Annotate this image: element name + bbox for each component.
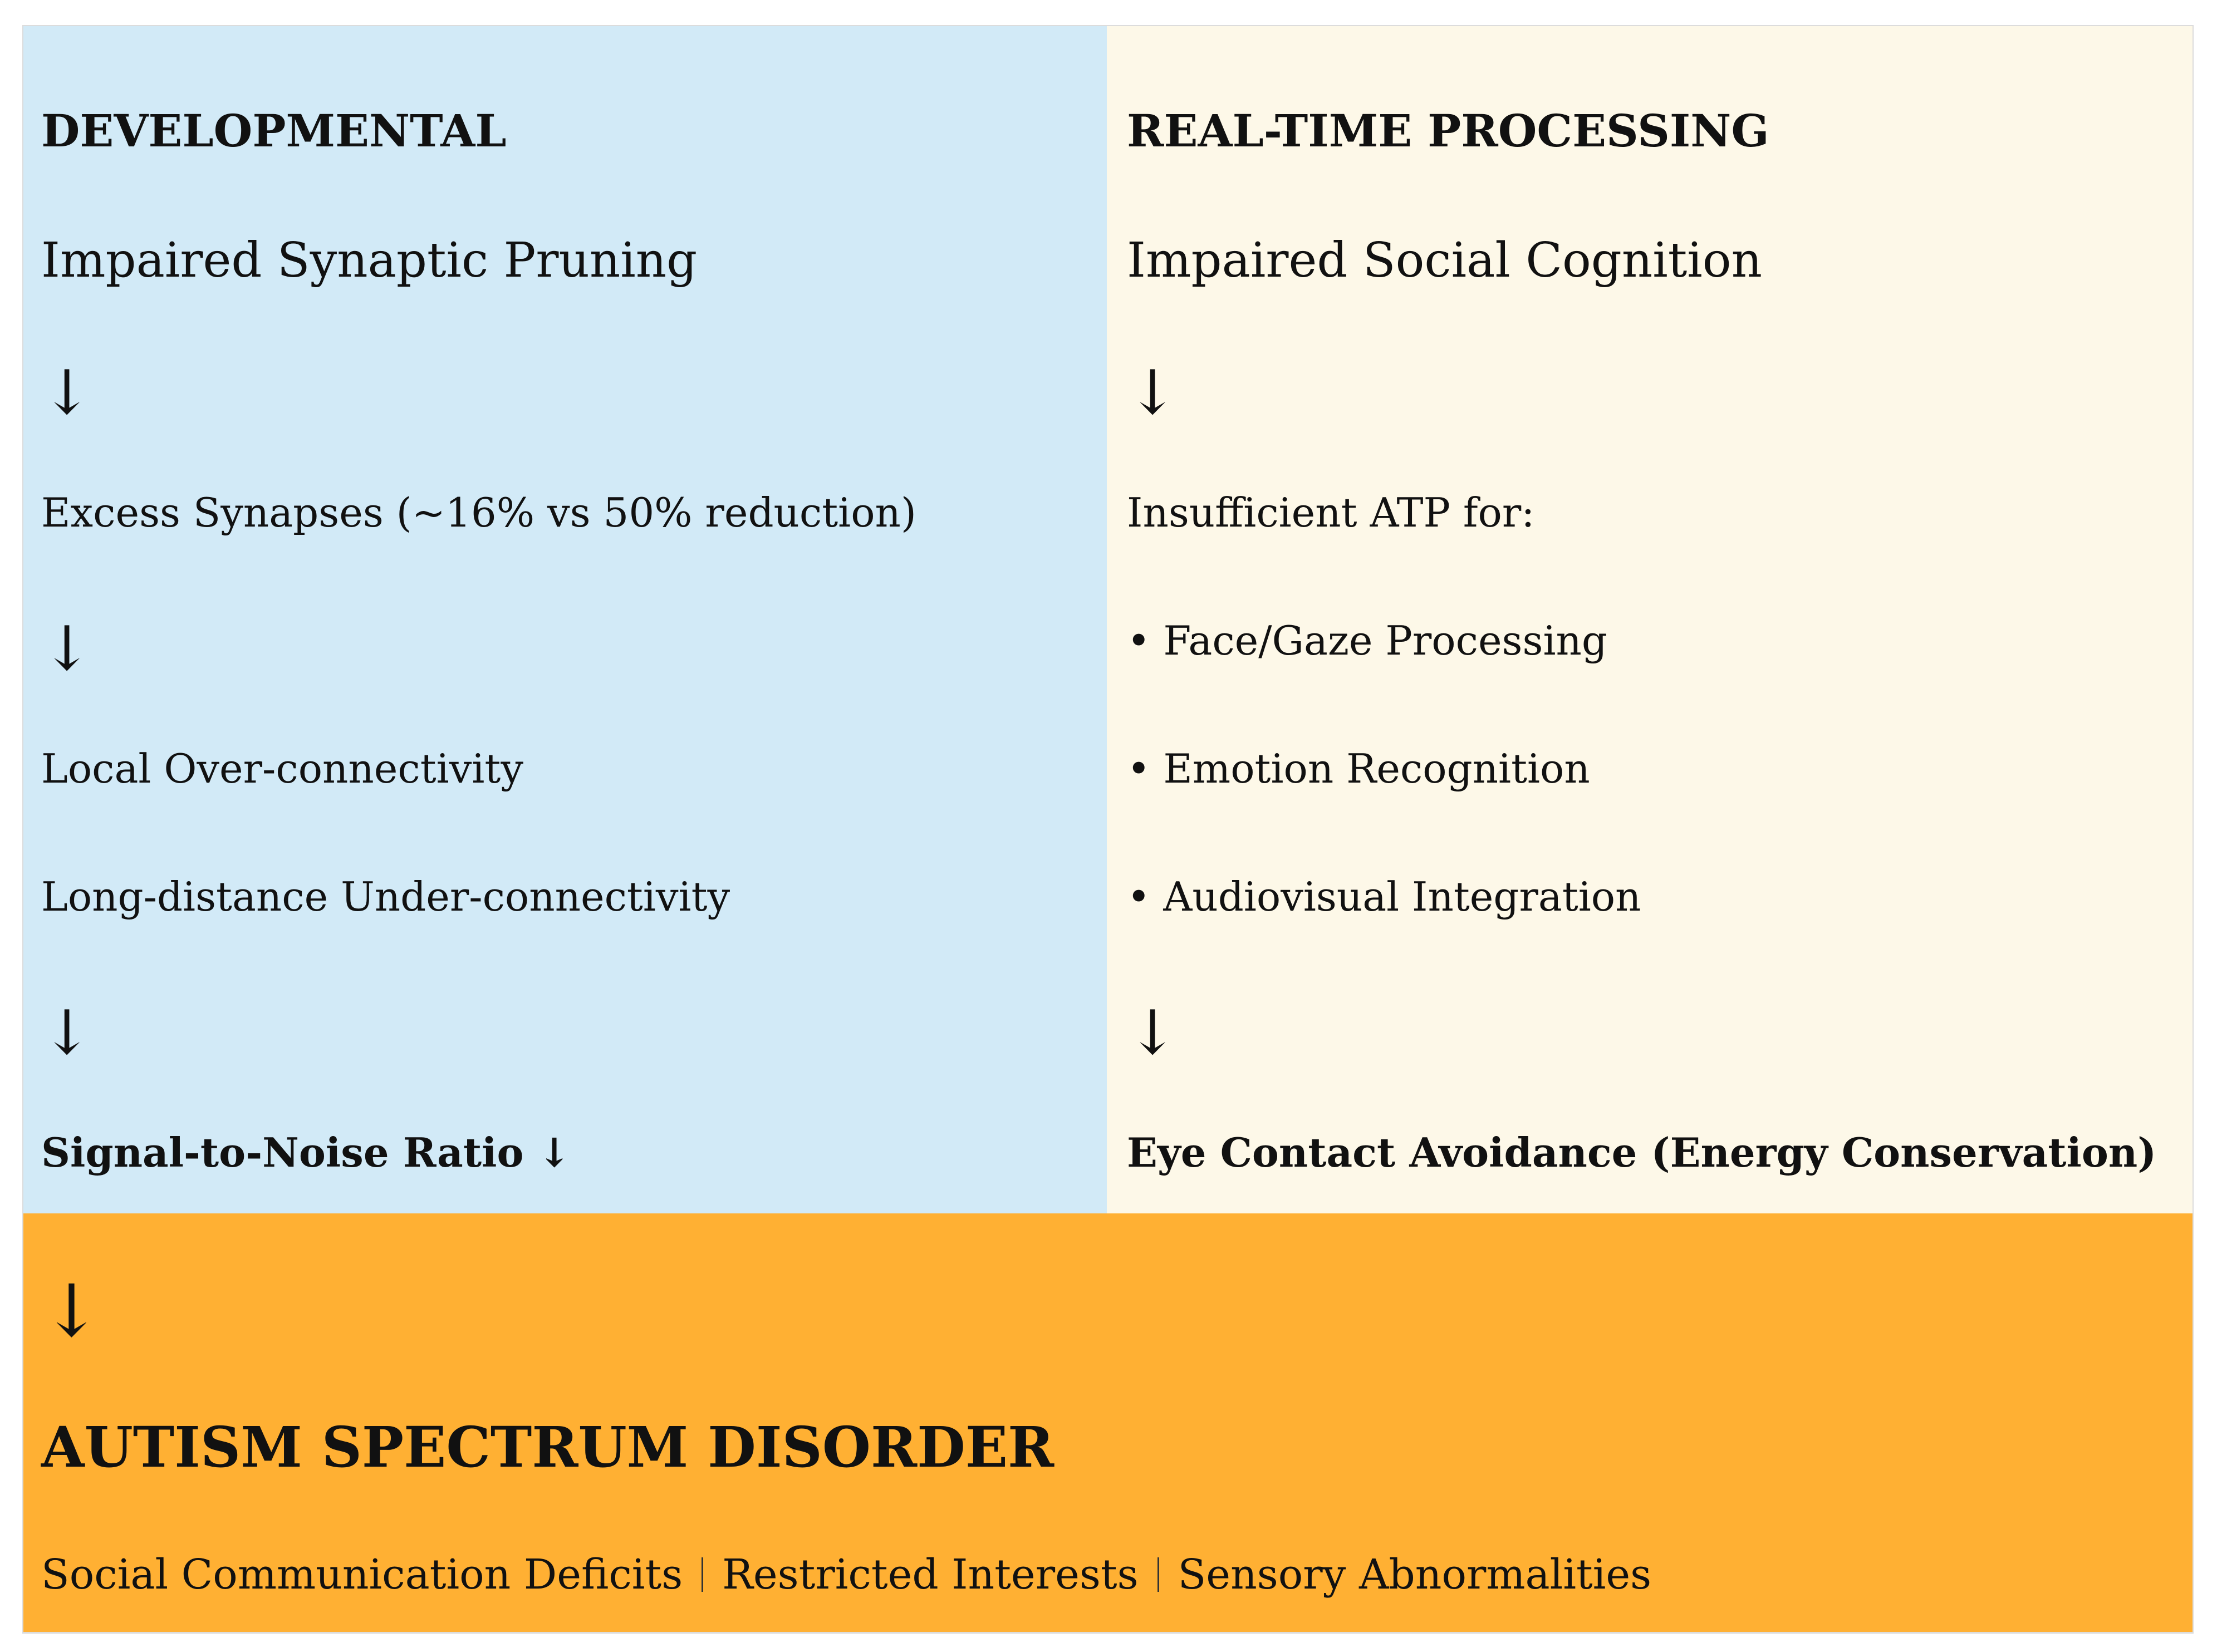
symptom-sensory-abnormalities: Sensory Abnormalities [1178,1551,1652,1599]
developmental-heading: DEVELOPMENTAL [41,105,507,157]
down-arrow-icon: ↓ [41,1268,102,1353]
excess-synapses-text: Excess Synapses (~16% vs 50% reduction) [41,489,917,536]
separator-divider [702,1557,703,1592]
signal-to-noise-outcome: Signal-to-Noise Ratio ↓ [41,1129,571,1176]
real-time-processing-subheading: Impaired Social Cognition [1127,233,1762,288]
down-arrow-icon: ↓ [41,613,93,684]
bullet-emotion-recognition: • Emotion Recognition [1127,745,1590,792]
down-arrow-icon: ↓ [1127,357,1179,428]
bullet-audiovisual-integration: • Audiovisual Integration [1127,873,1641,920]
eye-contact-avoidance-outcome: Eye Contact Avoidance (Energy Conservation) [1127,1129,2157,1176]
symptom-list [41,1551,1652,1599]
insufficient-atp-text: Insufficient ATP for: [1127,489,1535,536]
symptom-restricted-interests: Restricted Interests [722,1551,1139,1599]
local-over-connectivity-text: Local Over-connectivity [41,745,524,792]
real-time-processing-heading: REAL-TIME PROCESSING [1127,105,1769,157]
long-distance-under-connectivity-text: Long-distance Under-connectivity [41,873,730,920]
asd-panel [23,1213,2193,1632]
developmental-panel [23,26,1107,1213]
asd-title: AUTISM SPECTRUM DISORDER [41,1414,1054,1480]
symptom-social-communication: Social Communication Deficits [41,1551,683,1599]
separator-divider [1157,1557,1159,1592]
real-time-processing-panel [1107,26,2193,1213]
down-arrow-icon: ↓ [41,997,93,1068]
bullet-face-gaze: • Face/Gaze Processing [1127,617,1607,664]
down-arrow-icon: ↓ [41,357,93,428]
down-arrow-icon: ↓ [1127,997,1179,1068]
developmental-subheading: Impaired Synaptic Pruning [41,233,698,288]
